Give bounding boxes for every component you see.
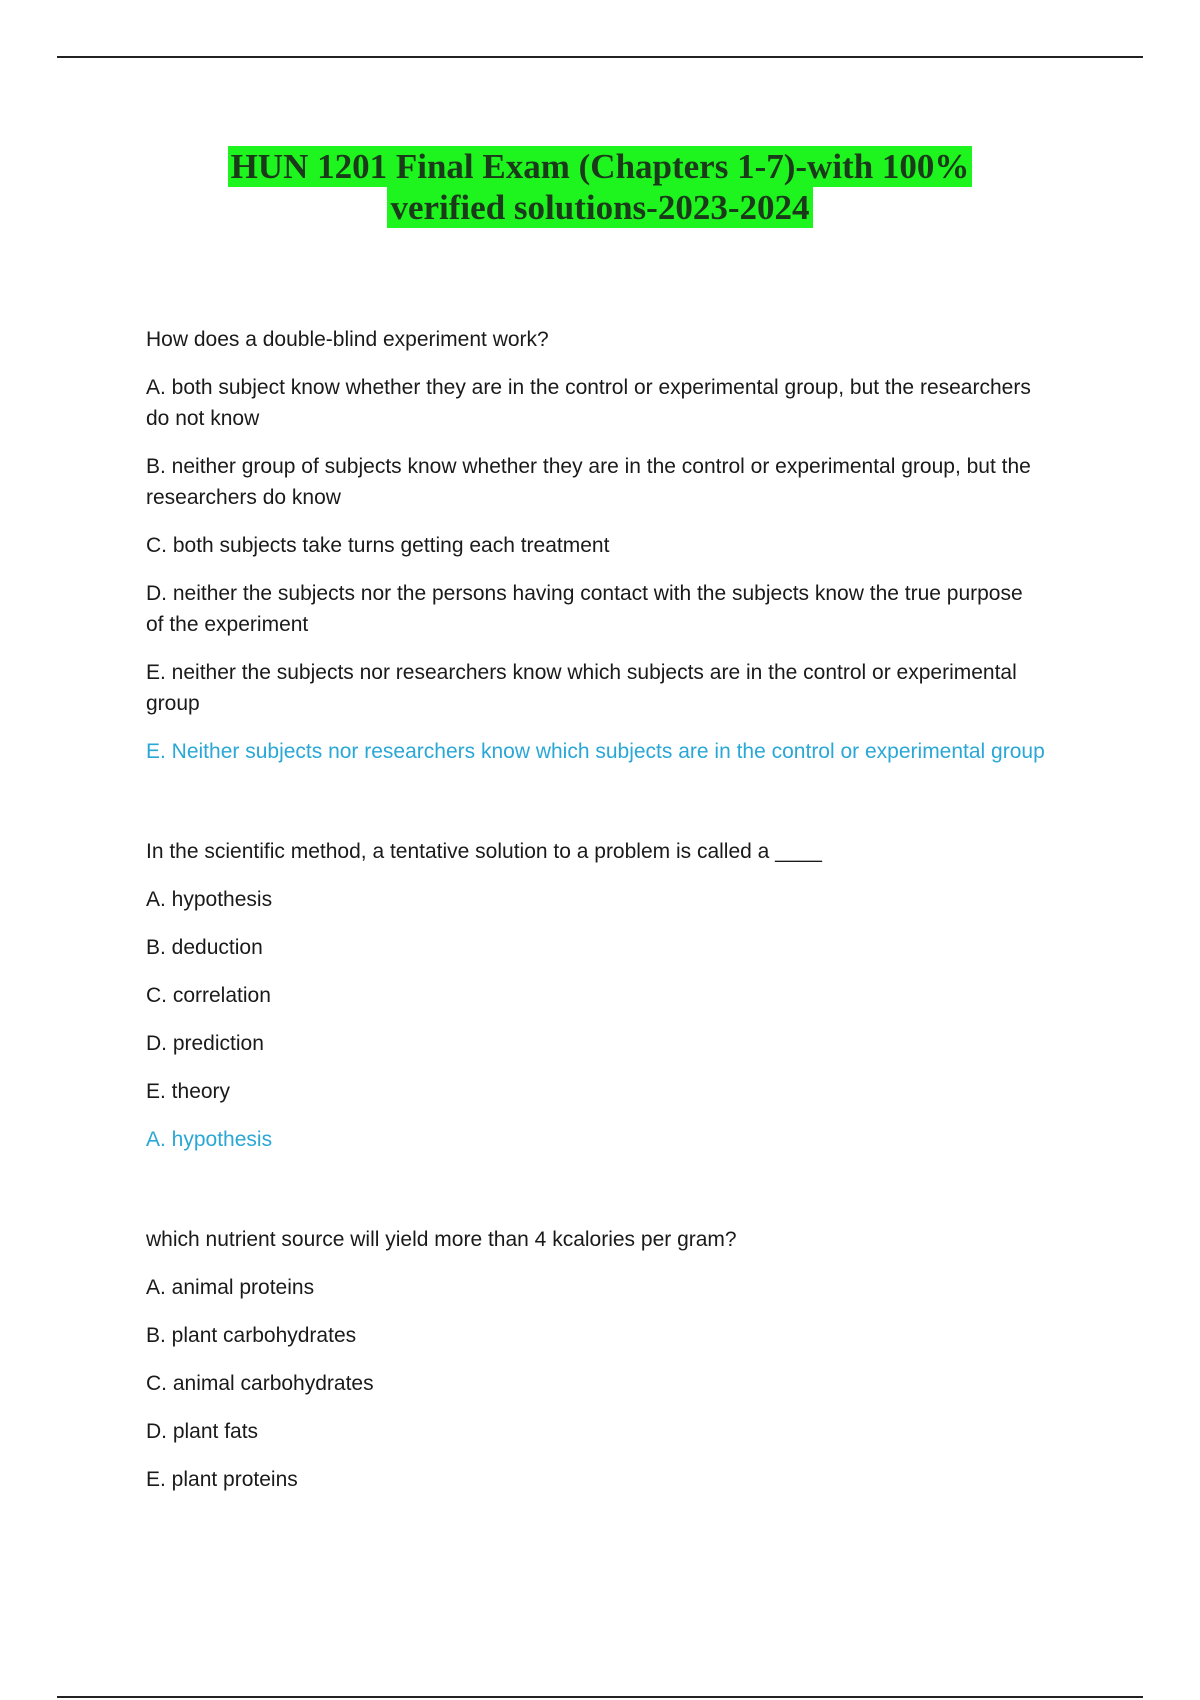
- question-3-option-b: B. plant carbohydrates: [146, 1324, 357, 1347]
- question-2-prompt: In the scientific method, a tentative solution to a problem is called a ____: [146, 840, 822, 863]
- exam-content: [146, 324, 1046, 1564]
- question-1-prompt: How does a double-blind experiment work?: [146, 328, 549, 351]
- question-1-option-e: E. neither the subjects nor researchers know which subjects are in the control or experimental group: [146, 661, 1017, 715]
- question-2-option-e: E. theory: [146, 1080, 231, 1103]
- question-block-2: [146, 836, 1046, 1155]
- question-3-option-c: C. animal carbohydrates: [146, 1372, 374, 1395]
- question-1-option-c: C. both subjects take turns getting each treatment: [146, 534, 610, 557]
- question-2-option-c: C. correlation: [146, 984, 271, 1007]
- question-2-answer: A. hypothesis: [146, 1128, 273, 1151]
- question-1-answer: E. Neither subjects nor researchers know which subjects are in the control or experimental group: [146, 740, 1045, 763]
- question-2-option-b: B. deduction: [146, 936, 263, 959]
- title-line-1: HUN 1201 Final Exam (Chapters 1-7)-with 100%: [228, 146, 973, 187]
- question-1-option-b: B. neither group of subjects know whether they are in the control or experimental group, but the researchers do know: [146, 455, 1031, 509]
- footer-rule: [57, 1696, 1143, 1698]
- question-3-option-e: E. plant proteins: [146, 1468, 298, 1491]
- question-3-option-d: D. plant fats: [146, 1420, 259, 1443]
- question-3-option-a: A. animal proteins: [146, 1276, 315, 1299]
- page-title: [0, 146, 1200, 228]
- question-2-option-d: D. prediction: [146, 1032, 264, 1055]
- question-block-1: [146, 324, 1046, 767]
- question-2-option-a: A. hypothesis: [146, 888, 273, 911]
- question-1-option-a: A. both subject know whether they are in the control or experimental group, but the researchers do not know: [146, 376, 1031, 430]
- question-1-option-d: D. neither the subjects nor the persons having contact with the subjects know the true purpose of the experiment: [146, 582, 1023, 636]
- header-rule: [57, 56, 1143, 58]
- title-line-2: verified solutions-2023-2024: [387, 187, 812, 228]
- question-block-3: [146, 1224, 1046, 1495]
- question-3-prompt: which nutrient source will yield more than 4 kcalories per gram?: [146, 1228, 737, 1251]
